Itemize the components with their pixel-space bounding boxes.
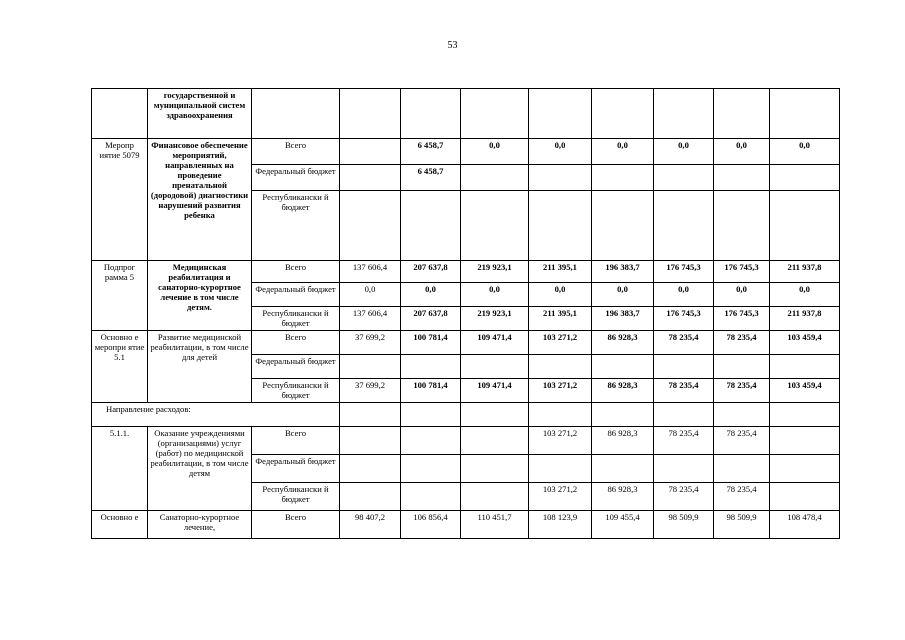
value-cell: 78 235,4 [714, 331, 770, 355]
table-row [92, 511, 840, 539]
value-cell [461, 483, 529, 511]
value-cell: 176 745,3 [654, 261, 714, 283]
value-cell [340, 165, 401, 191]
program-name: Финансовое обеспечение мероприятий, направленных на проведение пренатальной (дородовой) диагностики нарушений развития ребенка [148, 139, 252, 261]
funding-source: Республикански й бюджет [252, 307, 340, 331]
value-cell [401, 427, 461, 455]
empty-cell [770, 403, 840, 427]
funding-source: Федеральный бюджет [252, 165, 340, 191]
value-cell [401, 89, 461, 139]
value-cell: 0,0 [529, 139, 592, 165]
funding-source: Федеральный бюджет [252, 355, 340, 379]
value-cell: 137 606,4 [340, 261, 401, 283]
program-code: Меропр иятие 5079 [92, 139, 148, 261]
funding-source: Республикански й бюджет [252, 379, 340, 403]
funding-source [252, 89, 340, 139]
value-cell: 103 271,2 [529, 483, 592, 511]
value-cell: 0,0 [654, 139, 714, 165]
value-cell: 6 458,7 [401, 139, 461, 165]
table-row [92, 427, 840, 455]
value-cell: 86 928,3 [592, 331, 654, 355]
value-cell: 0,0 [461, 283, 529, 307]
empty-cell [654, 403, 714, 427]
value-cell: 0,0 [461, 139, 529, 165]
value-cell: 176 745,3 [714, 261, 770, 283]
funding-source: Всего [252, 261, 340, 283]
value-cell: 103 271,2 [529, 331, 592, 355]
value-cell: 0,0 [592, 139, 654, 165]
value-cell: 78 235,4 [714, 427, 770, 455]
value-cell: 211 937,8 [770, 307, 840, 331]
funding-source: Всего [252, 331, 340, 355]
value-cell [340, 427, 401, 455]
value-cell [592, 355, 654, 379]
value-cell: 86 928,3 [592, 427, 654, 455]
value-cell [770, 427, 840, 455]
value-cell [654, 89, 714, 139]
value-cell [770, 455, 840, 483]
value-cell: 211 937,8 [770, 261, 840, 283]
value-cell [654, 455, 714, 483]
value-cell: 103 459,4 [770, 331, 840, 355]
value-cell [654, 165, 714, 191]
value-cell [340, 89, 401, 139]
program-code: 5.1.1. [92, 427, 148, 511]
program-code [92, 89, 148, 139]
funding-source: Республикански й бюджет [252, 483, 340, 511]
value-cell: 78 235,4 [714, 379, 770, 403]
value-cell [654, 355, 714, 379]
empty-cell [529, 403, 592, 427]
value-cell: 78 235,4 [654, 331, 714, 355]
value-cell: 78 235,4 [654, 427, 714, 455]
value-cell [529, 455, 592, 483]
table-row [92, 403, 840, 427]
funding-source: Всего [252, 139, 340, 165]
funding-source: Всего [252, 511, 340, 539]
program-code: Основно е меропри ятие 5.1 [92, 331, 148, 403]
program-code: Подпрог рамма 5 [92, 261, 148, 331]
value-cell [770, 483, 840, 511]
value-cell: 0,0 [714, 283, 770, 307]
empty-cell [714, 403, 770, 427]
value-cell: 219 923,1 [461, 261, 529, 283]
value-cell: 37 699,2 [340, 379, 401, 403]
value-cell: 196 383,7 [592, 261, 654, 283]
value-cell [340, 139, 401, 165]
value-cell [592, 165, 654, 191]
table-row [92, 89, 840, 139]
empty-cell [461, 403, 529, 427]
value-cell: 98 509,9 [654, 511, 714, 539]
value-cell [401, 455, 461, 483]
value-cell [461, 191, 529, 261]
program-name: Оказание учреждениями (организациями) услуг (работ) по медицинской реабилитации, в том числе детям [148, 427, 252, 511]
value-cell: 211 395,1 [529, 261, 592, 283]
program-name: Медицинская реабилитация и санаторно-курортное лечение в том числе детям. [148, 261, 252, 331]
value-cell [529, 191, 592, 261]
value-cell: 0,0 [714, 139, 770, 165]
value-cell: 78 235,4 [654, 483, 714, 511]
value-cell: 103 459,4 [770, 379, 840, 403]
value-cell: 0,0 [340, 283, 401, 307]
value-cell [654, 191, 714, 261]
value-cell [401, 355, 461, 379]
value-cell [461, 89, 529, 139]
value-cell: 98 407,2 [340, 511, 401, 539]
value-cell: 108 123,9 [529, 511, 592, 539]
value-cell: 37 699,2 [340, 331, 401, 355]
value-cell: 0,0 [770, 283, 840, 307]
value-cell: 207 637,8 [401, 261, 461, 283]
program-name: Развитие медицинской реабилитации, в том числе для детей [148, 331, 252, 403]
value-cell [340, 355, 401, 379]
value-cell: 103 271,2 [529, 427, 592, 455]
value-cell [461, 165, 529, 191]
value-cell: 196 383,7 [592, 307, 654, 331]
funding-source: Федеральный бюджет [252, 283, 340, 307]
value-cell: 100 781,4 [401, 331, 461, 355]
value-cell: 86 928,3 [592, 379, 654, 403]
value-cell [401, 483, 461, 511]
value-cell [592, 455, 654, 483]
value-cell: 98 509,9 [714, 511, 770, 539]
value-cell: 100 781,4 [401, 379, 461, 403]
value-cell [401, 191, 461, 261]
value-cell: 0,0 [770, 139, 840, 165]
value-cell: 176 745,3 [714, 307, 770, 331]
value-cell [529, 165, 592, 191]
value-cell [340, 483, 401, 511]
value-cell: 78 235,4 [654, 379, 714, 403]
funding-source: Республикански й бюджет [252, 191, 340, 261]
table-body [92, 89, 840, 539]
value-cell: 103 271,2 [529, 379, 592, 403]
value-cell [714, 165, 770, 191]
budget-table [91, 88, 840, 539]
table-row [92, 331, 840, 355]
value-cell [340, 455, 401, 483]
table-row [92, 139, 840, 165]
value-cell: 106 856,4 [401, 511, 461, 539]
value-cell: 219 923,1 [461, 307, 529, 331]
value-cell: 207 637,8 [401, 307, 461, 331]
value-cell: 109 455,4 [592, 511, 654, 539]
value-cell [461, 427, 529, 455]
program-name: государственной и муниципальной систем здравоохранения [148, 89, 252, 139]
value-cell: 0,0 [592, 283, 654, 307]
value-cell [529, 355, 592, 379]
value-cell [461, 455, 529, 483]
value-cell [340, 191, 401, 261]
value-cell: 86 928,3 [592, 483, 654, 511]
empty-cell [340, 403, 401, 427]
value-cell: 109 471,4 [461, 379, 529, 403]
value-cell: 0,0 [401, 283, 461, 307]
funding-source: Всего [252, 427, 340, 455]
value-cell: 109 471,4 [461, 331, 529, 355]
page-number: 53 [447, 40, 458, 51]
value-cell [529, 89, 592, 139]
value-cell: 6 458,7 [401, 165, 461, 191]
value-cell: 0,0 [654, 283, 714, 307]
value-cell [770, 355, 840, 379]
value-cell: 137 606,4 [340, 307, 401, 331]
value-cell: 110 451,7 [461, 511, 529, 539]
value-cell [592, 191, 654, 261]
value-cell [592, 89, 654, 139]
direction-label: Направление расходов: [92, 403, 340, 427]
program-code: Основно е [92, 511, 148, 539]
table-row [92, 261, 840, 283]
value-cell [714, 89, 770, 139]
value-cell [714, 191, 770, 261]
value-cell: 211 395,1 [529, 307, 592, 331]
program-name: Санаторно-курортное лечение, [148, 511, 252, 539]
funding-source: Федеральный бюджет [252, 455, 340, 483]
value-cell: 108 478,4 [770, 511, 840, 539]
value-cell [770, 89, 840, 139]
value-cell [714, 455, 770, 483]
value-cell [770, 191, 840, 261]
value-cell [461, 355, 529, 379]
value-cell: 176 745,3 [654, 307, 714, 331]
value-cell: 0,0 [529, 283, 592, 307]
empty-cell [592, 403, 654, 427]
value-cell [714, 355, 770, 379]
value-cell [770, 165, 840, 191]
value-cell: 78 235,4 [714, 483, 770, 511]
empty-cell [401, 403, 461, 427]
